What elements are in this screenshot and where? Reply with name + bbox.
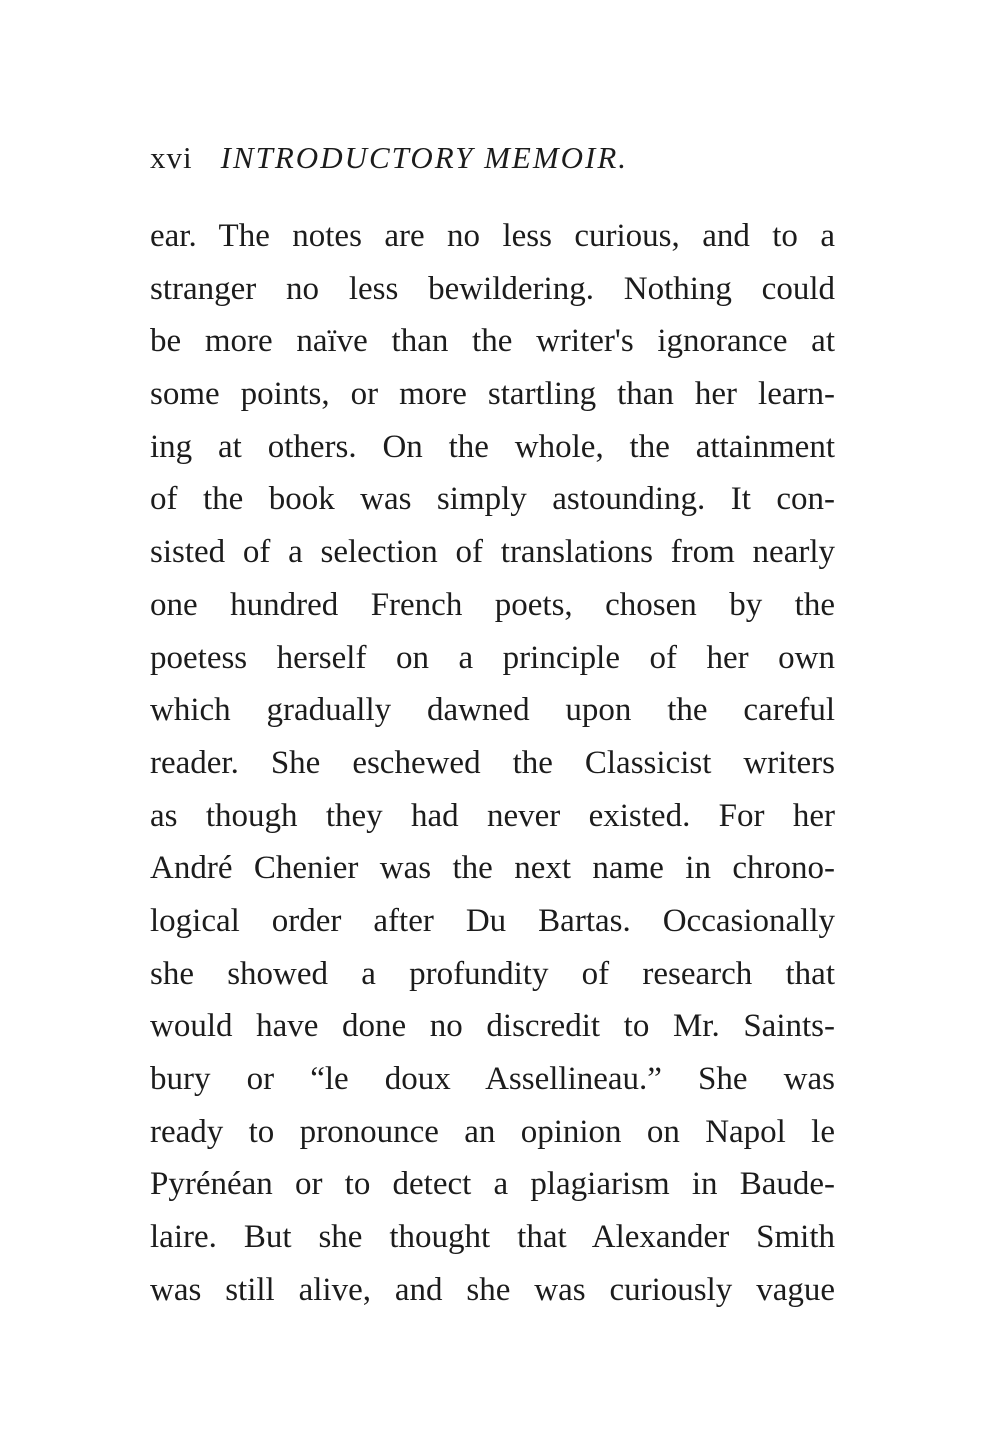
- body-text: [150, 210, 835, 1316]
- text-line: she showed a profundity of research that: [150, 955, 835, 992]
- text-line: which gradually dawned upon the careful: [150, 692, 835, 729]
- text-line: was still alive, and she was curiously vague: [150, 1271, 835, 1308]
- text-line: be more naïve than the writer's ignorance at: [150, 323, 835, 360]
- page-number: xvi: [150, 140, 193, 175]
- text-line: sisted of a selection of translations from nearly: [150, 534, 835, 571]
- text-line: Pyrénéan or to detect a plagiarism in Baude-: [150, 1166, 835, 1203]
- text-line: poetess herself on a principle of her own: [150, 639, 835, 676]
- text-line: would have done no discredit to Mr. Saints-: [150, 1008, 835, 1045]
- text-line: ear. The notes are no less curious, and to a: [150, 218, 835, 254]
- text-line: André Chenier was the next name in chrono-: [150, 850, 835, 887]
- text-line: reader. She eschewed the Classicist writers: [150, 744, 835, 781]
- running-head: [150, 140, 840, 184]
- text-line: ing at others. On the whole, the attainment: [150, 428, 835, 465]
- text-line: ready to pronounce an opinion on Napol le: [150, 1113, 835, 1150]
- text-line: laire. But she thought that Alexander Smith: [150, 1219, 835, 1256]
- text-line: one hundred French poets, chosen by the: [150, 586, 835, 623]
- text-line: of the book was simply astounding. It con-: [150, 481, 835, 518]
- text-line: logical order after Du Bartas. Occasionally: [150, 902, 835, 939]
- running-head-title: INTRODUCTORY MEMOIR.: [220, 140, 629, 175]
- text-line: some points, or more startling than her learn-: [150, 376, 835, 413]
- text-line: as though they had never existed. For her: [150, 797, 835, 834]
- text-line: stranger no less bewildering. Nothing could: [150, 270, 835, 307]
- text-line: bury or “le doux Assellineau.” She was: [150, 1061, 835, 1097]
